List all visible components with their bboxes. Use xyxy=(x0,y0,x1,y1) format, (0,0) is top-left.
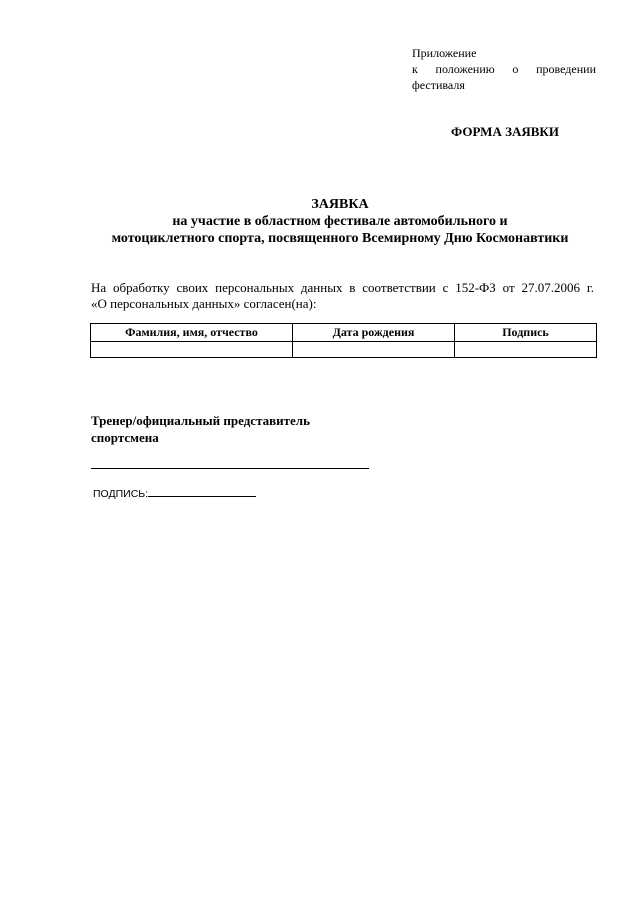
appendix-line-2: к положению о проведении xyxy=(412,62,596,76)
column-header-signature: Подпись xyxy=(455,324,597,342)
consent-line-1: На обработку своих персональных данных в соответствии с 152-ФЗ от 27.07.2006 г. xyxy=(91,280,594,295)
column-header-birth-date: Дата рождения xyxy=(293,324,455,342)
coach-label-line-1: Тренер/официальный представитель xyxy=(91,413,310,428)
table-cell-birth-date[interactable] xyxy=(293,342,455,358)
appendix-line-3: фестиваля xyxy=(412,78,465,92)
application-title xyxy=(70,196,610,247)
column-header-full-name: Фамилия, имя, отчество xyxy=(91,324,293,342)
table-header-row xyxy=(91,324,597,342)
table-cell-signature[interactable] xyxy=(455,342,597,358)
application-title-line-2: на участие в областном фестивале автомобильного и xyxy=(172,214,508,229)
participants-table xyxy=(90,323,597,358)
table-row xyxy=(91,342,597,358)
application-title-line-3: мотоциклетного спорта, посвященного Всемирному Дню Космонавтики xyxy=(111,231,569,246)
appendix-block xyxy=(412,45,596,93)
signature-label: ПОДПИСЬ: xyxy=(93,488,149,500)
appendix-line-1: Приложение xyxy=(412,46,477,60)
coach-name-blank-line[interactable] xyxy=(91,468,369,469)
signature-field xyxy=(93,486,256,500)
consent-line-2: «О персональных данных» согласен(на): xyxy=(91,296,317,311)
table-cell-full-name[interactable] xyxy=(91,342,293,358)
coach-label-line-2: спортсмена xyxy=(91,430,159,445)
form-title: ФОРМА ЗАЯВКИ xyxy=(451,124,559,139)
application-title-line-1: ЗАЯВКА xyxy=(311,197,369,212)
coach-label xyxy=(91,412,331,446)
consent-text xyxy=(91,280,594,312)
signature-blank-line[interactable] xyxy=(148,486,256,497)
